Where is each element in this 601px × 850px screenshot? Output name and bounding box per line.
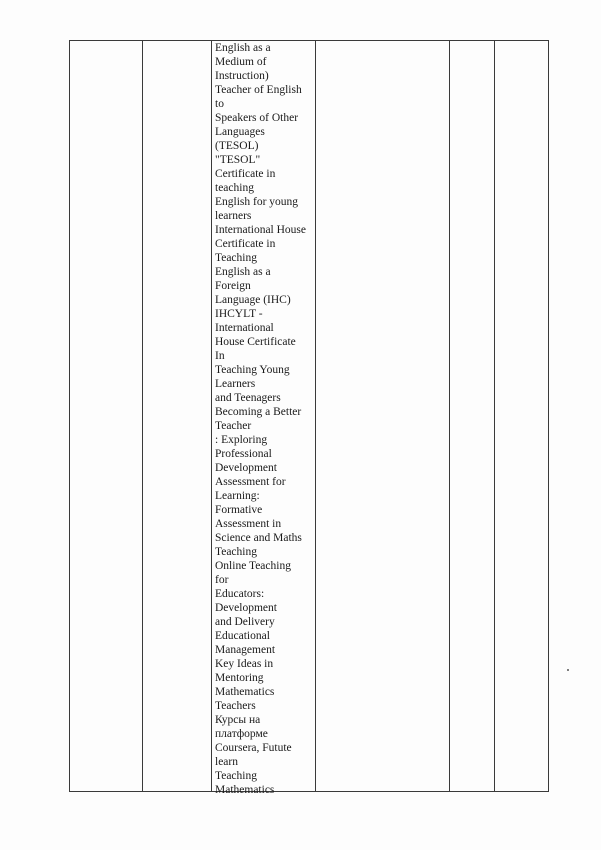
course-line: and Teenagers: [215, 392, 281, 404]
course-line: In: [215, 350, 225, 362]
course-line: Assessment in: [215, 518, 282, 530]
course-line: Teaching Young: [215, 364, 290, 376]
course-line: to: [215, 98, 224, 110]
course-line: Mathematics: [215, 784, 275, 796]
course-line: Coursera, Futute: [215, 742, 292, 754]
course-line: IHCYLT -: [215, 308, 263, 320]
course-line: : Exploring: [215, 434, 268, 446]
course-line: Educators:: [215, 588, 265, 600]
course-line: Learning:: [215, 490, 260, 502]
course-line: International: [215, 322, 274, 334]
course-line: Medium of: [215, 56, 267, 68]
course-line: International House: [215, 224, 307, 236]
course-line: Formative: [215, 504, 263, 516]
course-line: Learners: [215, 378, 256, 390]
course-table: [69, 40, 549, 796]
column-divider-1: [142, 41, 143, 791]
course-line: Mathematics: [215, 686, 275, 698]
course-line: Курсы на: [215, 714, 261, 726]
course-line: Mentoring: [215, 672, 264, 684]
course-line: Teacher: [215, 420, 252, 432]
course-line: Language (IHC): [215, 294, 291, 306]
column-divider-2: [211, 41, 212, 791]
course-line: Foreign: [215, 280, 251, 292]
course-line: Certificate in: [215, 168, 276, 180]
course-line: Development: [215, 602, 277, 614]
course-line: Teachers: [215, 700, 256, 712]
column-divider-4: [449, 41, 450, 791]
course-line: Key Ideas in: [215, 658, 274, 670]
course-line: Speakers of Other: [215, 112, 299, 124]
column-divider-5: [494, 41, 495, 791]
course-line: Instruction): [215, 70, 269, 82]
course-line: Certificate in: [215, 238, 276, 250]
course-line: Teaching: [215, 252, 257, 264]
course-line: teaching: [215, 182, 254, 194]
course-line: for: [215, 574, 229, 586]
course-line: Languages: [215, 126, 265, 138]
course-line: Educational: [215, 630, 270, 642]
scan-speck: [567, 669, 569, 671]
course-line: (TESOL): [215, 140, 259, 152]
course-line: Teaching: [215, 770, 257, 782]
course-line: Professional: [215, 448, 272, 460]
course-line: House Certificate: [215, 336, 296, 348]
column-divider-3: [315, 41, 316, 791]
course-line: and Delivery: [215, 616, 275, 628]
course-line: learners: [215, 210, 252, 222]
course-line: Teacher of English: [215, 84, 302, 96]
course-line: Development: [215, 462, 277, 474]
course-line: Science and Maths: [215, 532, 302, 544]
course-line: Assessment for: [215, 476, 286, 488]
course-line: "TESOL": [215, 154, 261, 166]
course-line: Becoming a Better: [215, 406, 302, 418]
course-line: Teaching: [215, 546, 257, 558]
course-line: Online Teaching: [215, 560, 291, 572]
course-line: Management: [215, 644, 276, 656]
course-names-cell: [215, 41, 315, 797]
course-line: learn: [215, 756, 238, 768]
course-line: English as a: [215, 42, 271, 54]
course-line: English as a: [215, 266, 271, 278]
course-line: English for young: [215, 196, 299, 208]
course-line: платформе: [215, 728, 268, 740]
